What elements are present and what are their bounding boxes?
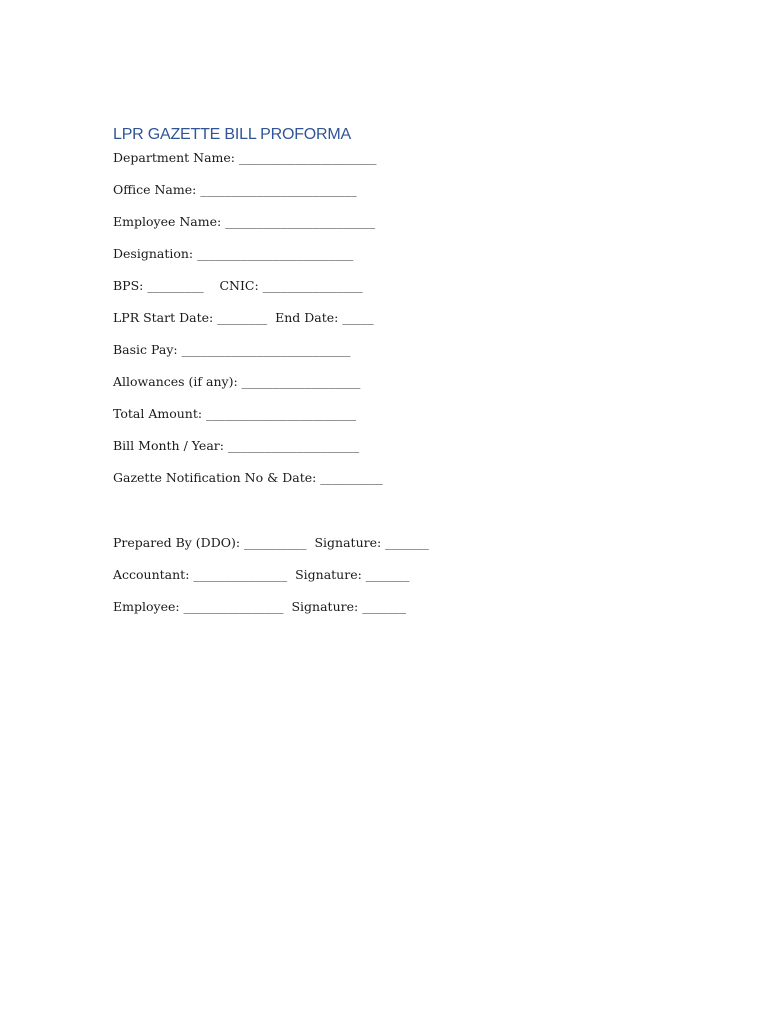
prepared-by-signature-line: Prepared By (DDO): __________ Signature: _______ (113, 535, 429, 550)
lpr-dates-field: LPR Start Date: ________ End Date: _____ (113, 310, 374, 325)
bill-month-year-field: Bill Month / Year: _____________________ (113, 438, 360, 453)
employee-name-field: Employee Name: ________________________ (113, 214, 376, 229)
designation-field: Designation: _________________________ (113, 246, 354, 261)
page-title: LPR GAZETTE BILL PROFORMA (113, 126, 352, 143)
total-amount-field: Total Amount: ________________________ (113, 406, 357, 421)
allowances-field: Allowances (if any): ___________________ (113, 374, 361, 389)
bps-cnic-field: BPS: _________ CNIC: ________________ (113, 278, 363, 293)
office-name-field: Office Name: _________________________ (113, 182, 357, 197)
accountant-signature-line: Accountant: _______________ Signature: _______ (113, 567, 410, 582)
department-name-field: Department Name: ______________________ (113, 150, 377, 165)
gazette-notification-field: Gazette Notification No & Date: __________ (113, 470, 383, 485)
basic-pay-field: Basic Pay: ___________________________ (113, 342, 351, 357)
employee-signature-line: Employee: ________________ Signature: _______ (113, 599, 406, 614)
